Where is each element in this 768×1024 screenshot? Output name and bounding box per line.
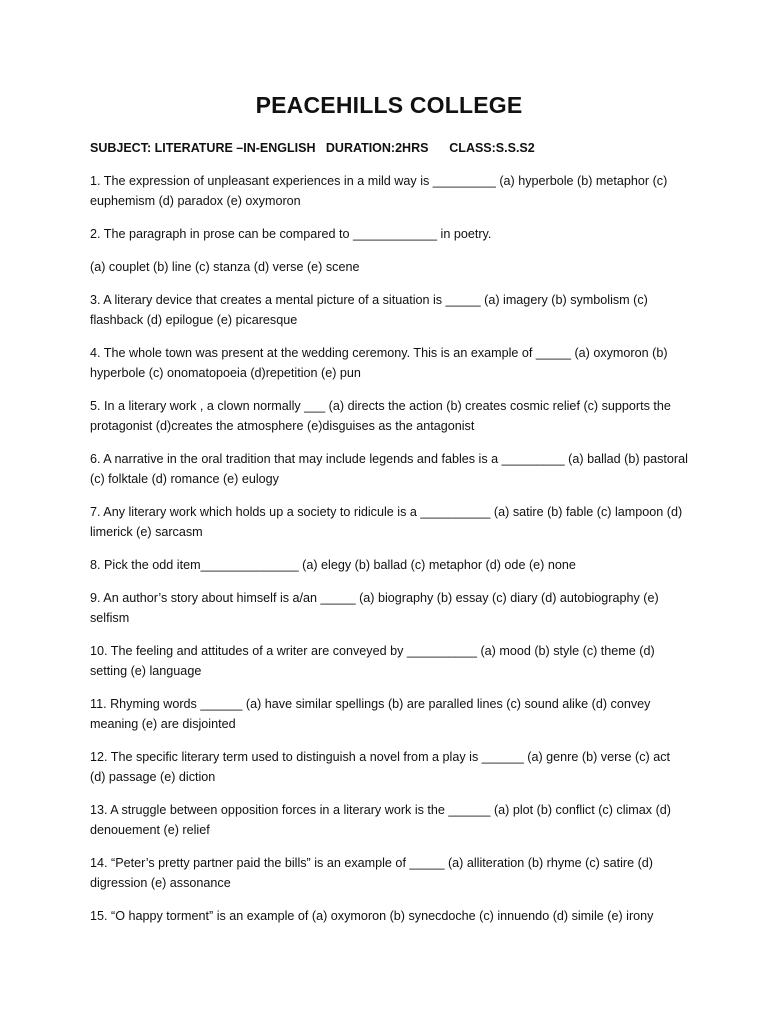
question-3: 3. A literary device that creates a mental picture of a situation is _____ (a) imagery (b) symbolism (c) flashback (d) epilogue (e) picaresque (90, 293, 648, 327)
question-9: 9. An author’s story about himself is a/an _____ (a) biography (b) essay (c) diary (d) autobiography (e) selfism (90, 591, 659, 625)
question-2-options: (a) couplet (b) line (c) stanza (d) verse (e) scene (90, 260, 360, 274)
question-15: 15. “O happy torment” is an example of (a) oxymoron (b) synecdoche (c) innuendo (d) simile (e) irony (90, 909, 654, 923)
question-10: 10. The feeling and attitudes of a writer are conveyed by __________ (a) mood (b) style (c) theme (d) setting (e) language (90, 644, 655, 678)
question-5: 5. In a literary work , a clown normally ___ (a) directs the action (b) creates cosmic relief (c) supports the protagonist (d)creates the atmosphere (e)disguises as the antagonist (90, 399, 671, 433)
question-13: 13. A struggle between opposition forces in a literary work is the ______ (a) plot (b) conflict (c) climax (d) denouement (e) relief (90, 803, 671, 837)
question-7: 7. Any literary work which holds up a society to ridicule is a __________ (a) satire (b) fable (c) lampoon (d) limerick (e) sarcasm (90, 505, 683, 539)
question-11: 11. Rhyming words ______ (a) have similar spellings (b) are paralled lines (c) sound alike (d) convey meaning (e) are disjointed (90, 697, 651, 731)
subject-duration-class-line: SUBJECT: LITERATURE –IN-ENGLISH DURATION:2HRS CLASS:S.S.S2 (90, 141, 535, 155)
question-4: 4. The whole town was present at the wedding ceremony. This is an example of _____ (a) oxymoron (b) hyperbole (c) onomatopoeia (d)repetition (e) pun (90, 346, 668, 380)
question-6: 6. A narrative in the oral tradition that may include legends and fables is a _________ (a) ballad (b) pastoral (c) folktale (d) romance (e) eulogy (90, 452, 688, 486)
page-title: PEACEHILLS COLLEGE (255, 92, 523, 118)
question-14: 14. “Peter’s pretty partner paid the bills” is an example of _____ (a) alliteration (b) rhyme (c) satire (d) digression (e) assonance (90, 856, 653, 890)
question-1: 1. The expression of unpleasant experiences in a mild way is _________ (a) hyperbole (b) metaphor (c) euphemism (d) paradox (e) oxymoron (90, 174, 668, 208)
question-12: 12. The specific literary term used to distinguish a novel from a play is ______ (a) genre (b) verse (c) act (d) passage (e) diction (90, 750, 671, 784)
question-2: 2. The paragraph in prose can be compared to ____________ in poetry. (90, 227, 492, 241)
question-8: 8. Pick the odd item______________ (a) elegy (b) ballad (c) metaphor (d) ode (e) none (90, 558, 576, 572)
